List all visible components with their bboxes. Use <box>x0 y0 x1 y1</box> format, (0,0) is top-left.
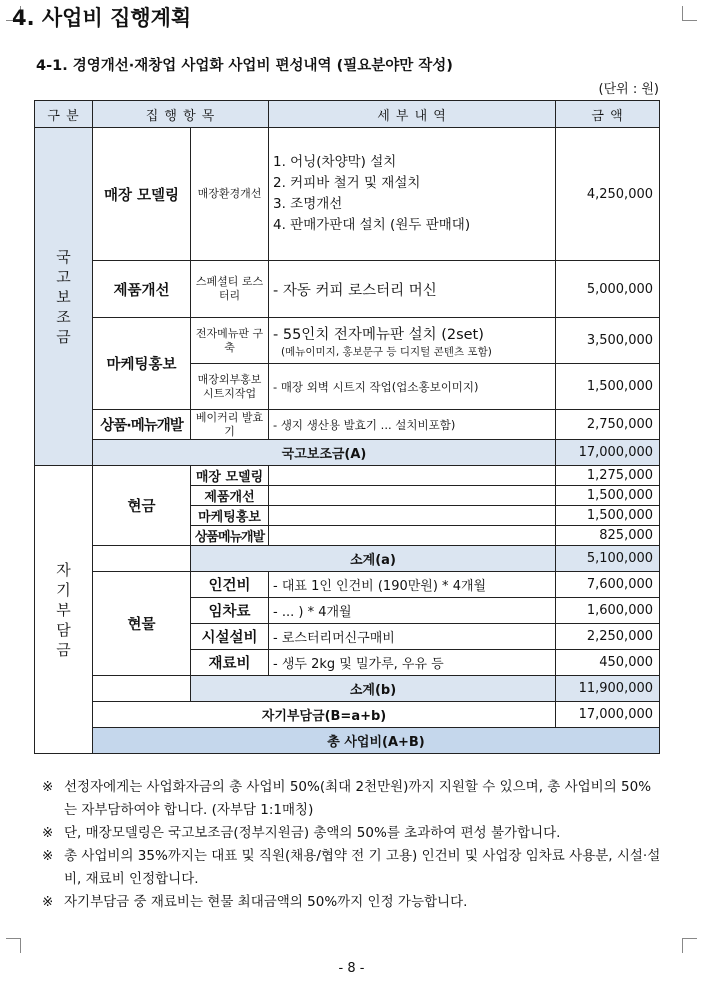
item-cell: 시설설비 <box>191 624 269 650</box>
self-label <box>35 466 93 754</box>
note-text: 단, 매장모델링은 국고보조금(정부지원금) 총액의 50%를 초과하여 편성 불가합니다. <box>64 825 561 841</box>
note-text: 자기부담금 중 재료비는 현물 최대금액의 50%까지 인정 가능합니다. <box>64 894 468 910</box>
subtotal-row <box>35 440 660 466</box>
detail-cell: - 매장 외벽 시트지 작업(업소홍보이미지) <box>269 364 556 410</box>
item-cell: 베이커리 발효기 <box>191 410 269 440</box>
item-cell: 인건비 <box>191 572 269 598</box>
item-cell: 마케팅홍보 <box>191 506 269 526</box>
category-cell: 마케팅홍보 <box>93 318 191 410</box>
note-item <box>42 845 662 891</box>
crop-mark-top-right <box>682 6 697 21</box>
self-total-label: 자기부담금(B=a+b) <box>93 702 556 728</box>
in-kind-label: 현물 <box>93 572 191 676</box>
item-cell: 상품메뉴개발 <box>191 526 269 546</box>
cash-label: 현금 <box>93 466 191 546</box>
detail-cell <box>269 486 556 506</box>
item-cell: 재료비 <box>191 650 269 676</box>
note-mark: ※ <box>42 894 54 910</box>
budget-table <box>34 100 660 754</box>
subtotal-row <box>35 546 660 572</box>
subtotal-label: 소계(a) <box>191 546 556 572</box>
detail-cell <box>269 466 556 486</box>
amount-cell: 450,000 <box>556 650 660 676</box>
category-cell: 매장 모델링 <box>93 128 191 261</box>
amount-cell: 1,275,000 <box>556 466 660 486</box>
note-mark: ※ <box>42 825 54 841</box>
crop-mark-bottom-left <box>6 938 21 953</box>
table-row <box>35 318 660 364</box>
amount-cell: 7,600,000 <box>556 572 660 598</box>
amount-cell: 825,000 <box>556 526 660 546</box>
grand-total-row <box>35 728 660 754</box>
item-cell: 제품개선 <box>191 486 269 506</box>
category-cell: 상품·메뉴개발 <box>93 410 191 440</box>
gov-label <box>35 128 93 466</box>
section-title: 4. 사업비 집행계획 <box>12 6 192 30</box>
amount-cell: 2,750,000 <box>556 410 660 440</box>
table-row <box>35 572 660 598</box>
detail-line: 3. 조명개선 <box>273 196 343 212</box>
amount-cell: 1,500,000 <box>556 486 660 506</box>
amount-cell: 1,500,000 <box>556 506 660 526</box>
gov-label-text: 국고보조금 <box>56 247 71 346</box>
amount-cell: 3,500,000 <box>556 318 660 364</box>
notes <box>42 776 662 914</box>
note-item <box>42 891 662 914</box>
detail-cell: - 생지 생산용 발효기 ... 설치비포함) <box>269 410 556 440</box>
subtotal-label: 소계(b) <box>191 676 556 702</box>
detail-cell <box>269 506 556 526</box>
subsection-title: 4-1. 경영개선·재창업 사업화 사업비 편성내역 (필요분야만 작성) <box>36 58 453 74</box>
blank-cell <box>93 676 191 702</box>
note-text: 선정자에게는 사업화자금의 총 사업비 50%(최대 2천만원)까지 지원할 수 있으며, 총 사업비의 50%는 자부담하여야 합니다. (자부담 1:1매칭) <box>64 779 652 818</box>
detail-line: - 55인치 전자메뉴판 설치 (2set) <box>273 326 484 343</box>
note-mark: ※ <box>42 848 54 864</box>
subtotal-label: 국고보조금(A) <box>93 440 556 466</box>
blank-cell <box>93 546 191 572</box>
table-row <box>35 466 660 486</box>
detail-cell: - 자동 커피 로스터리 머신 <box>269 261 556 318</box>
grand-total-label: 총 사업비(A+B) <box>93 728 660 754</box>
item-cell: 매장외부홍보 시트지작업 <box>191 364 269 410</box>
page-number: - 8 - <box>338 961 365 976</box>
detail-line: 1. 어닝(차양막) 설치 <box>273 154 397 170</box>
amount-cell: 2,250,000 <box>556 624 660 650</box>
detail-cell: - ... ) * 4개월 <box>269 598 556 624</box>
detail-cell <box>269 128 556 261</box>
note-item <box>42 822 662 845</box>
table-header <box>35 101 660 128</box>
item-cell: 임차료 <box>191 598 269 624</box>
crop-mark-bottom-right <box>682 938 697 953</box>
header-category: 구 분 <box>35 101 93 128</box>
item-cell: 전자메뉴판 구축 <box>191 318 269 364</box>
subtotal-amount: 17,000,000 <box>556 440 660 466</box>
item-cell: 매장환경개선 <box>191 128 269 261</box>
category-cell: 제품개선 <box>93 261 191 318</box>
subtotal-row <box>35 676 660 702</box>
note-text: 총 사업비의 35%까지는 대표 및 직원(채용/협약 전 기 고용) 인건비 및 사업장 임차료 사용분, 시설·설비, 재료비 인정합니다. <box>64 848 661 887</box>
header-item: 집 행 항 목 <box>93 101 269 128</box>
unit-label: (단위 : 원) <box>598 82 659 97</box>
detail-cell: - 로스터리머신구매비 <box>269 624 556 650</box>
detail-note: (메뉴이미지, 홍보문구 등 디지털 콘텐츠 포함) <box>281 345 492 358</box>
detail-cell: - 대표 1인 인건비 (190만원) * 4개월 <box>269 572 556 598</box>
subtotal-amount: 11,900,000 <box>556 676 660 702</box>
table-row <box>35 261 660 318</box>
amount-cell: 1,600,000 <box>556 598 660 624</box>
self-total-row <box>35 702 660 728</box>
table-row <box>35 128 660 261</box>
subtotal-amount: 5,100,000 <box>556 546 660 572</box>
detail-line: 2. 커피바 철거 및 재설치 <box>273 175 421 191</box>
item-cell: 매장 모델링 <box>191 466 269 486</box>
header-detail: 세 부 내 역 <box>269 101 556 128</box>
detail-cell: - 생두 2kg 및 밀가루, 우유 등 <box>269 650 556 676</box>
table-row <box>35 410 660 440</box>
item-cell: 스페셜티 로스터리 <box>191 261 269 318</box>
self-label-text: 자기부담금 <box>56 560 71 659</box>
amount-cell: 5,000,000 <box>556 261 660 318</box>
self-total-amount: 17,000,000 <box>556 702 660 728</box>
header-amount: 금 액 <box>556 101 660 128</box>
amount-cell: 4,250,000 <box>556 128 660 261</box>
detail-cell <box>269 318 556 364</box>
amount-cell: 1,500,000 <box>556 364 660 410</box>
note-mark: ※ <box>42 779 54 795</box>
detail-cell <box>269 526 556 546</box>
note-item <box>42 776 662 822</box>
detail-line: 4. 판매가판대 설치 (원두 판매대) <box>273 217 471 233</box>
